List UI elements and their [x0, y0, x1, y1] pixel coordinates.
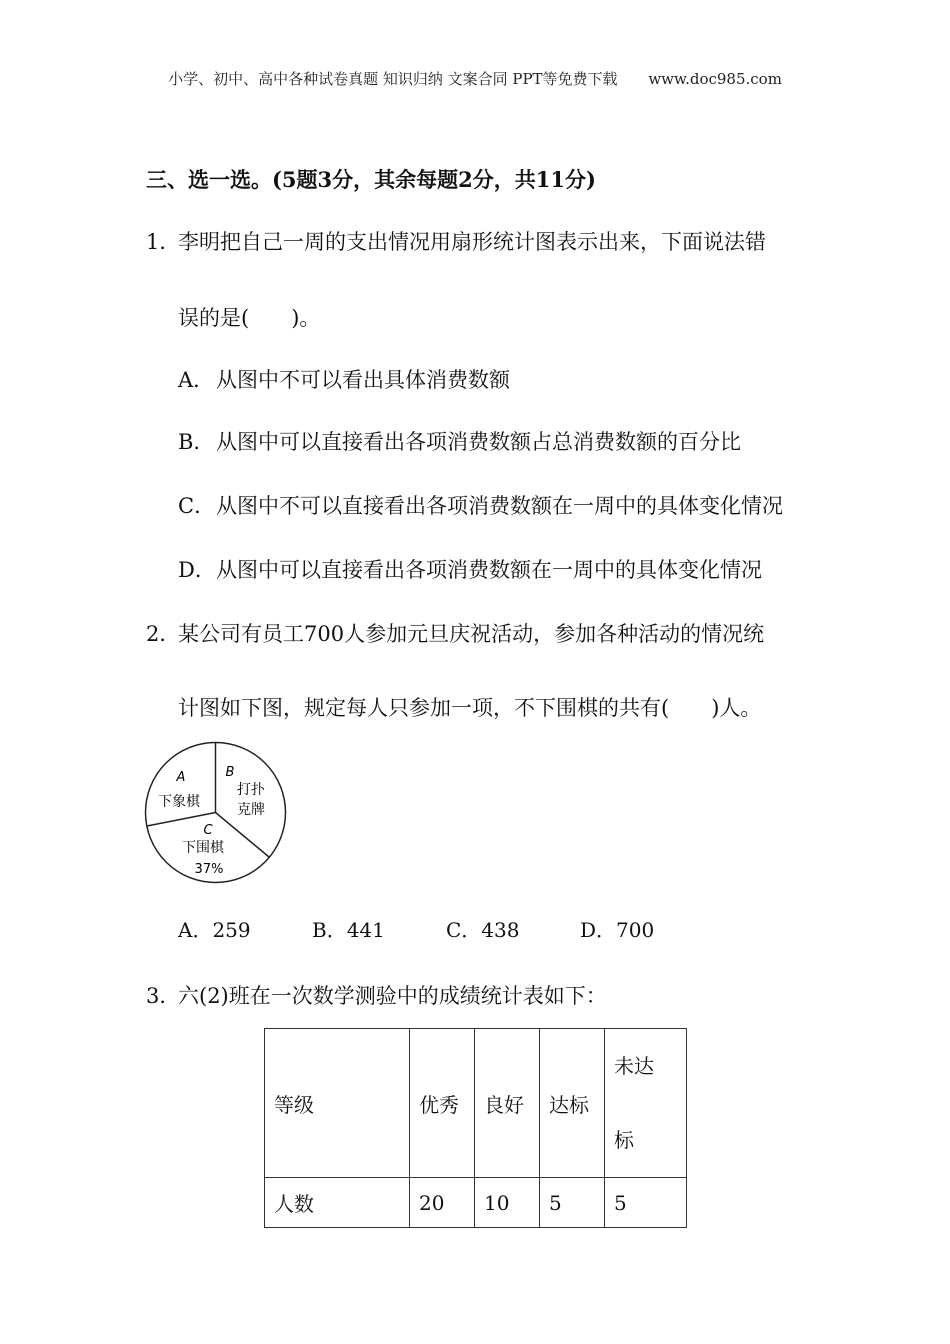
q1-text-line1: 李明把自己一周的支出情况用扇形统计图表示出来，下面说法错 [178, 230, 766, 254]
pie-chart [143, 740, 288, 885]
option-letter: B． [178, 430, 215, 454]
table-row [265, 1178, 687, 1228]
table-cell: 10 [475, 1178, 540, 1228]
answer-b: B．441 [312, 918, 385, 942]
slice-a-letter: A [176, 770, 186, 785]
q1-option-b [178, 426, 741, 456]
option-text: 从图中不可以看出具体消费数额 [216, 368, 510, 392]
q2-line1 [146, 618, 764, 648]
option-text: 从图中不可以直接看出各项消费数额在一周中的具体变化情况 [216, 494, 783, 518]
slice-b-label-line2: 克牌 [237, 802, 265, 818]
q3-number: 3． [146, 984, 181, 1008]
slice-b-letter: B [225, 765, 235, 780]
q2-line2: 计图如下图，规定每人只参加一项，不下围棋的共有( )人。 [178, 696, 762, 720]
slice-c-letter: C [203, 823, 213, 838]
slice-b-label-line1: 打扑 [237, 782, 265, 798]
answer-c: C．438 [446, 918, 520, 942]
table-cell: 5 [540, 1178, 605, 1228]
answer-a: A．259 [178, 918, 251, 942]
q1-line1 [146, 226, 766, 256]
table-cell: 达标 [540, 1029, 605, 1178]
table-cell [605, 1029, 687, 1178]
option-text: 从图中可以直接看出各项消费数额占总消费数额的百分比 [216, 430, 741, 454]
section-title: 三、选一选。(5题3分，其余每题2分，共11分) [146, 167, 596, 192]
option-letter: C． [178, 494, 216, 518]
q2-number: 2． [146, 622, 181, 646]
table-header-row [265, 1029, 687, 1178]
slice-c-label: 下围棋 [182, 840, 224, 856]
option-letter: A． [178, 368, 215, 392]
header-site: www.doc985.com [648, 70, 782, 88]
table-cell: 优秀 [410, 1029, 475, 1178]
table-cell: 良好 [475, 1029, 540, 1178]
q2-text-line1: 某公司有员工700人参加元旦庆祝活动，参加各种活动的情况统 [178, 622, 765, 646]
option-letter: D． [178, 558, 216, 582]
q1-line2: 误的是( )。 [178, 306, 321, 330]
q1-option-d [178, 554, 762, 584]
table-cell: 人数 [265, 1178, 410, 1228]
answer-d: D．700 [580, 918, 655, 942]
q3-text-line1: 六(2)班在一次数学测验中的成绩统计表如下： [178, 984, 607, 1008]
header-text: 小学、初中、高中各种试卷真题 知识归纳 文案合同 PPT等免费下载 [168, 70, 618, 88]
q1-option-c [178, 490, 783, 520]
table-cell: 等级 [265, 1029, 410, 1178]
slice-a-label: 下象棋 [158, 794, 200, 810]
option-text: 从图中可以直接看出各项消费数额在一周中的具体变化情况 [216, 558, 762, 582]
table-cell-line2: 标 [614, 1128, 634, 1152]
q1-option-a [178, 364, 510, 394]
page-header [0, 68, 950, 89]
q2-answers [178, 914, 714, 943]
slice-c-percent: 37% [194, 862, 224, 877]
q1-number: 1． [146, 230, 181, 254]
grades-table [264, 1028, 687, 1228]
table-cell: 5 [605, 1178, 687, 1228]
q3-line1 [146, 980, 607, 1010]
table-cell: 20 [410, 1178, 475, 1228]
table-cell-line1: 未达 [614, 1054, 654, 1078]
